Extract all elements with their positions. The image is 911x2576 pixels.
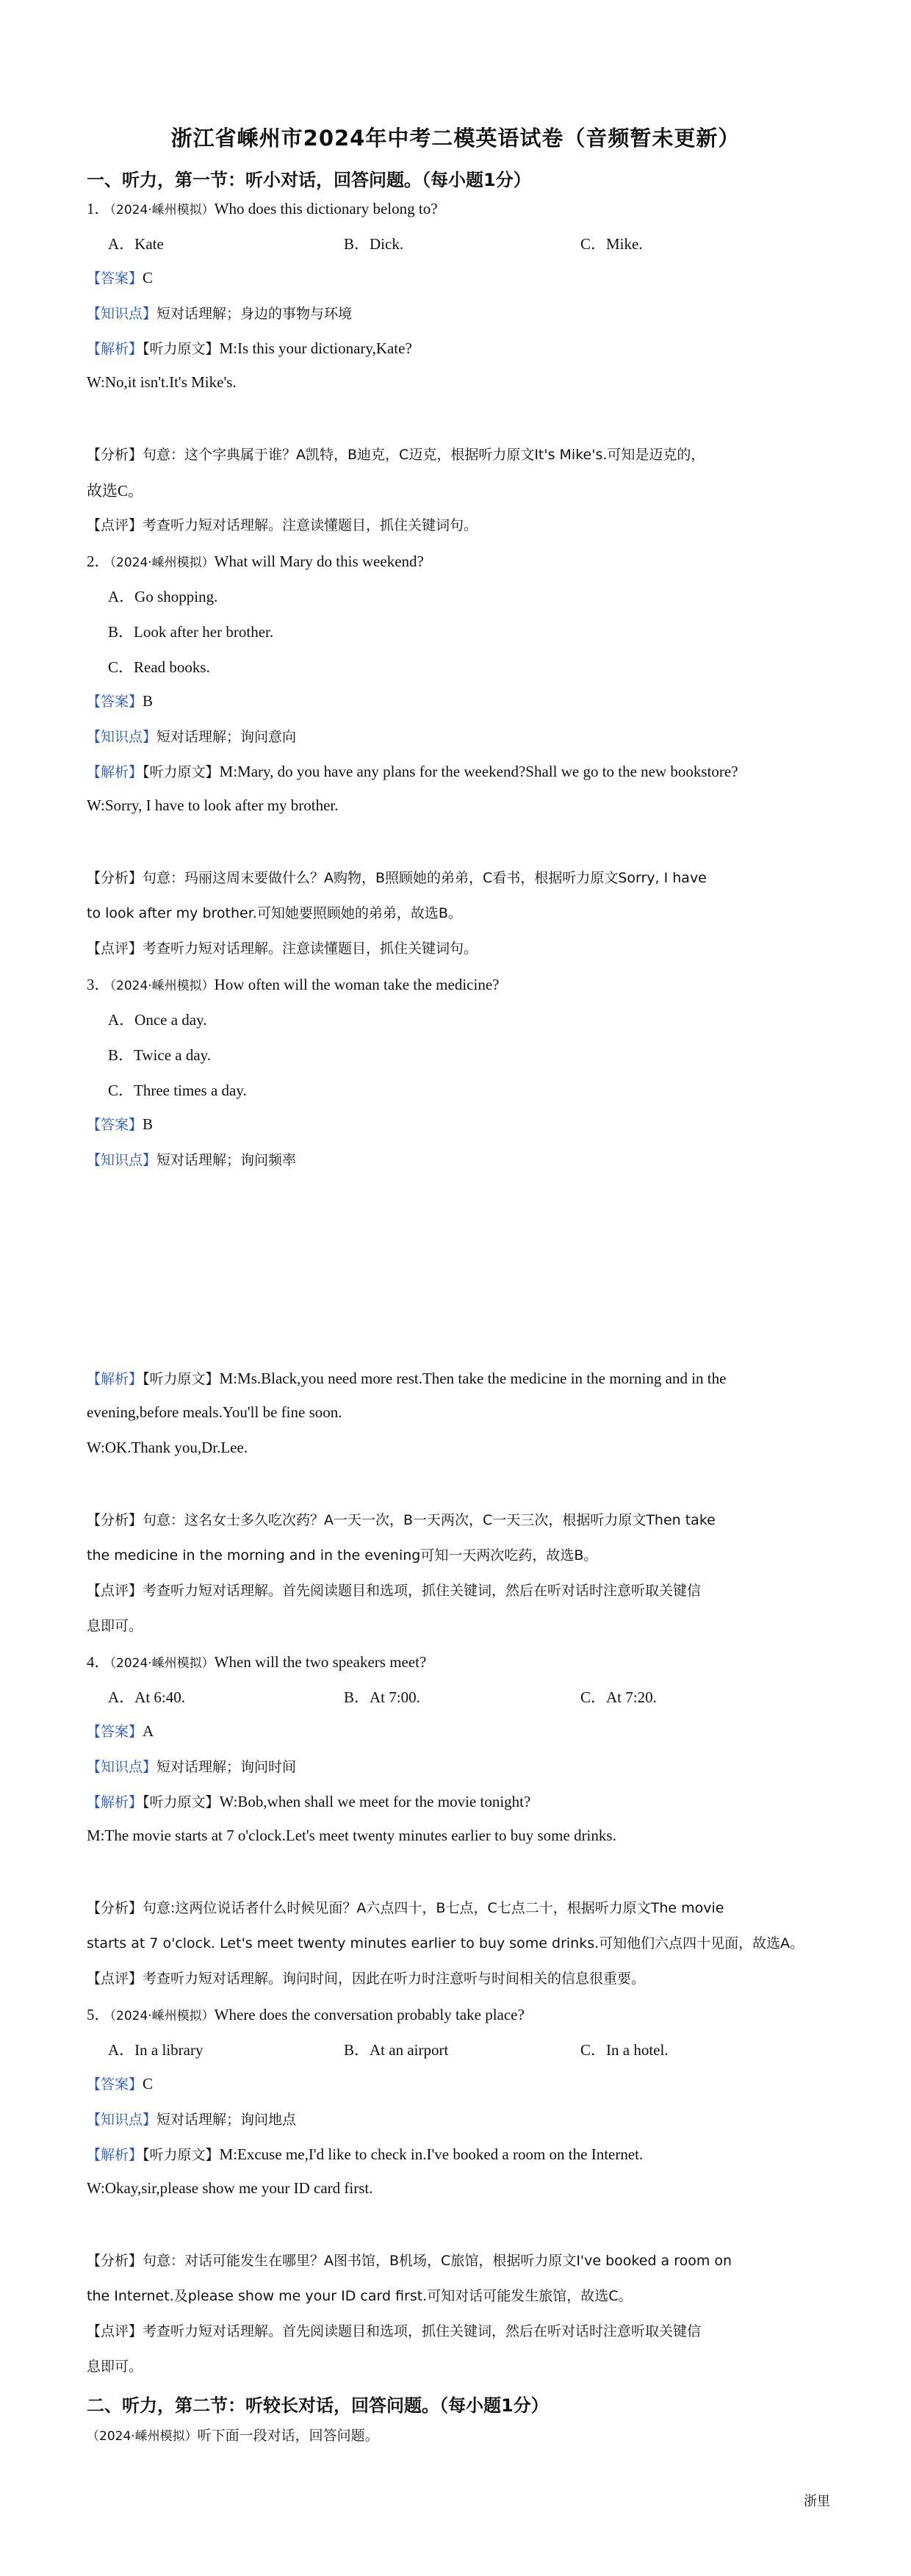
q2-analysis-2: to look after my brother.可知她要照顾她的弟弟，故选B。 — [87, 905, 462, 921]
q2-comment: 【点评】考查听力短对话理解。注意读懂题目，抓住关键词句。 — [87, 940, 478, 957]
q1-analysis-1: 【分析】句意：这个字典属于谁？A凯特，B迪克，C迈克，根据听力原文It's Mike's.可知是迈克的， — [87, 447, 705, 463]
q3-comment: 【点评】考查听力短对话理解。首先阅读题目和选项，抓住关键词，然后在听对话时注意听取关键信 — [87, 1583, 702, 1599]
section-heading-2: 二、听力，第二节：听较长对话，回答问题。（每小题1分） — [87, 2395, 549, 2416]
question-4: 4．（2024·嵊州模拟）When will the two speakers meet? — [87, 1653, 427, 1671]
q1-answer: 【答案】C — [87, 269, 154, 287]
q4-analysis-2: starts at 7 o'clock. Let's meet twenty minutes earlier to buy some drinks.可知他们六点四十见面，故选A。 — [87, 1935, 804, 1951]
q4-script-line2: M:The movie starts at 7 o'clock.Let's meet twenty minutes earlier to buy some drinks. — [87, 1827, 616, 1844]
q2-option-a: A．Go shopping. — [108, 588, 218, 605]
q5-explanation: 【解析】【听力原文】M:Excuse me,I'd like to check in.I've booked a room on the Internet. — [87, 2145, 644, 2163]
q3-option-b: B．Twice a day. — [108, 1046, 212, 1064]
q5-answer: 【答案】C — [87, 2075, 154, 2093]
q4-option-b: B．At 7:00. — [344, 1688, 420, 1706]
q3-script-line2: evening,before meals.You'll be fine soon. — [87, 1403, 342, 1421]
q1-analysis-2: 故选C。 — [87, 482, 144, 500]
page-footer: 浙里 — [804, 2494, 830, 2509]
q3-analysis-2: the medicine in the morning and in the evening可知一天两次吃药，故选B。 — [87, 1547, 598, 1564]
q5-knowledge: 【知识点】短对话理解；询问地点 — [87, 2112, 297, 2128]
q2-knowledge: 【知识点】短对话理解；询问意向 — [87, 729, 297, 745]
q3-option-c: C．Three times a day. — [108, 1082, 247, 1099]
q2-option-b: B．Look after her brother. — [108, 623, 274, 641]
q5-comment: 【点评】考查听力短对话理解。首先阅读题目和选项，抓住关键词，然后在听对话时注意听取关键信 — [87, 2323, 702, 2339]
q5-analysis-2: the Internet.及please show me your ID card first.可知对话可能发生旅馆，故选C。 — [87, 2288, 633, 2304]
section-heading-1: 一、听力，第一节：听小对话，回答问题。（每小题1分） — [87, 170, 531, 190]
q3-comment-2: 息即可。 — [87, 1618, 143, 1634]
q5-script-line2: W:Okay,sir,please show me your ID card first. — [87, 2179, 373, 2197]
q1-option-a: A．Kate — [108, 235, 164, 253]
q1-explanation: 【解析】【听力原文】M:Is this your dictionary,Kate? — [87, 339, 412, 357]
question-2: 2．（2024·嵊州模拟）What will Mary do this weekend? — [87, 553, 424, 570]
q4-explanation: 【解析】【听力原文】W:Bob,when shall we meet for the movie tonight? — [87, 1793, 531, 1810]
q4-option-c: C．At 7:20. — [580, 1688, 657, 1706]
q3-knowledge: 【知识点】短对话理解；询问频率 — [87, 1152, 297, 1168]
q2-option-c: C．Read books. — [108, 658, 210, 676]
q5-option-a: A．In a library — [108, 2041, 204, 2059]
q5-option-c: C．In a hotel. — [580, 2041, 669, 2059]
question-5: 5．（2024·嵊州模拟）Where does the conversation probably take place? — [87, 2006, 525, 2023]
q2-script-line2: W:Sorry, I have to look after my brother. — [87, 796, 339, 814]
q4-comment: 【点评】考查听力短对话理解。询问时间，因此在听力时注意听与时间相关的信息很重要。 — [87, 1971, 646, 1987]
q3-answer: 【答案】B — [87, 1115, 154, 1133]
q3-explanation: 【解析】【听力原文】M:Ms.Black,you need more rest.Then take the medicine in the morning and in the — [87, 1370, 727, 1387]
q2-explanation: 【解析】【听力原文】M:Mary, do you have any plans for the weekend?Shall we go to the new bookstore? — [87, 763, 738, 780]
q3-option-a: A．Once a day. — [108, 1011, 207, 1029]
q1-comment: 【点评】考查听力短对话理解。注意读懂题目，抓住关键词句。 — [87, 517, 478, 533]
q1-option-c: C．Mike. — [580, 235, 643, 253]
q1-option-b: B．Dick. — [344, 235, 404, 253]
q4-knowledge: 【知识点】短对话理解；询问时间 — [87, 1759, 297, 1775]
q2-answer: 【答案】B — [87, 692, 154, 710]
q1-script-line2: W:No,it isn't.It's Mike's. — [87, 373, 237, 391]
q2-analysis-1: 【分析】句意：玛丽这周末要做什么？A购物，B照顾她的弟弟，C看书，根据听力原文Sorry, I have — [87, 870, 707, 886]
q4-answer: 【答案】A — [87, 1722, 154, 1740]
question-3: 3．（2024·嵊州模拟）How often will the woman take the medicine? — [87, 976, 500, 993]
q5-analysis-1: 【分析】句意：对话可能发生在哪里？A图书馆，B机场，C旅馆，根据听力原文I've booked a room on — [87, 2253, 732, 2269]
q3-script-line3: W:OK.Thank you,Dr.Lee. — [87, 1439, 248, 1456]
q5-option-b: B．At an airport — [344, 2041, 449, 2059]
section-2-instruction: （2024·嵊州模拟）听下面一段对话，回答问题。 — [87, 2428, 379, 2444]
q5-comment-2: 息即可。 — [87, 2359, 143, 2375]
q1-knowledge: 【知识点】短对话理解；身边的事物与环境 — [87, 306, 353, 322]
q3-analysis-1: 【分析】句意：这名女士多久吃次药？A一天一次，B一天两次，C一天三次，根据听力原文Then take — [87, 1512, 716, 1528]
question-1: 1．（2024·嵊州模拟）Who does this dictionary belong to? — [87, 200, 438, 217]
q4-option-a: A．At 6:40. — [108, 1688, 185, 1706]
page-title: 浙江省嵊州市2024年中考二模英语试卷（音频暂未更新） — [170, 126, 741, 151]
q4-analysis-1: 【分析】句意:这两位说话者什么时候见面？A六点四十，B七点，C七点二十，根据听力原文The movie — [87, 1900, 724, 1916]
